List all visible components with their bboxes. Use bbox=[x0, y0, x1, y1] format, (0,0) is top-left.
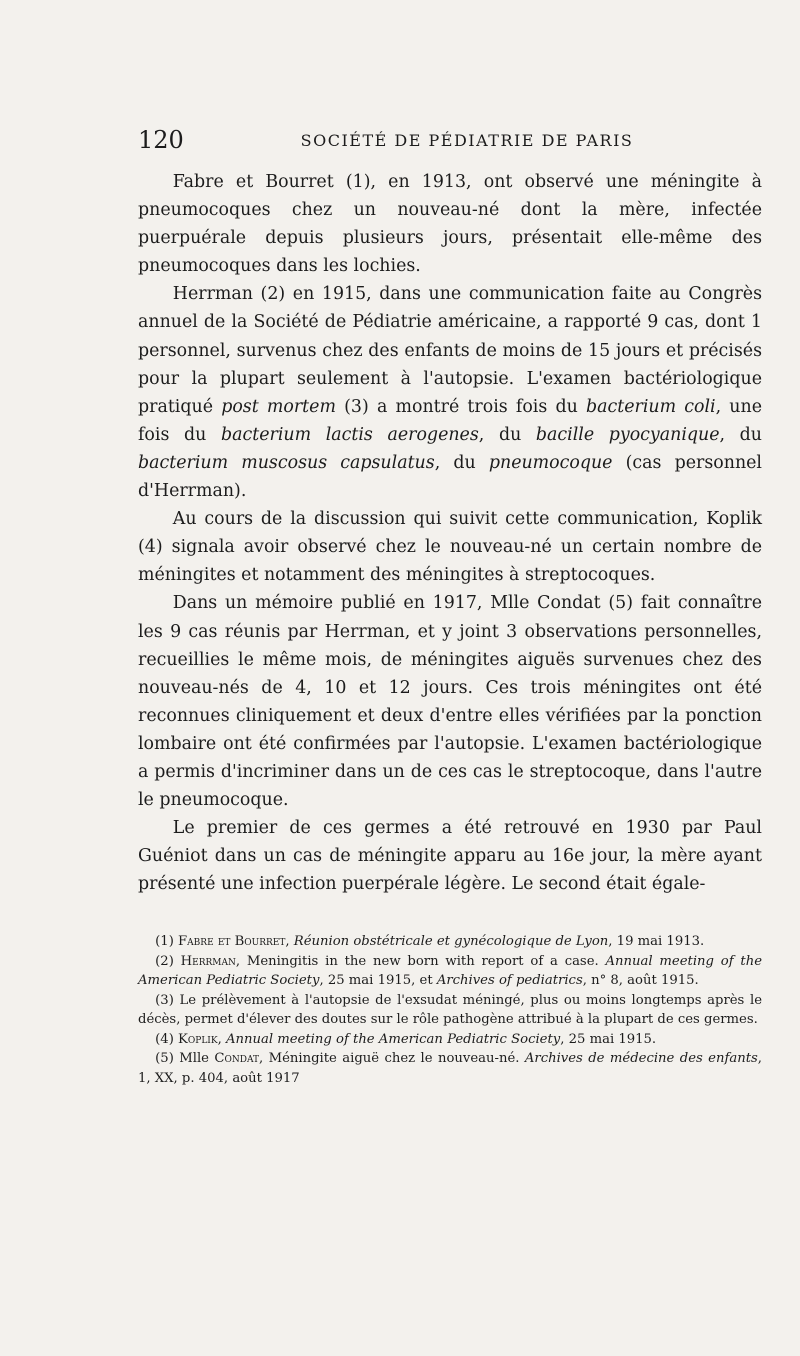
footnote-journal: Annual meeting of the American Pediatric Society bbox=[225, 1031, 561, 1047]
footnote-text: , 25 mai 1915, et bbox=[319, 973, 437, 988]
footnote-journal: Annual meeting of the American Pediatric Society bbox=[138, 953, 762, 988]
paragraph-italic: bacterium muscosus capsulatus bbox=[138, 452, 435, 473]
footnote-text: , bbox=[285, 934, 294, 949]
footnotes bbox=[138, 932, 762, 1088]
footnote bbox=[138, 1030, 762, 1050]
footnote-text: , bbox=[217, 1031, 226, 1047]
page-number: 120 bbox=[138, 126, 184, 154]
footnote-text: , 25 mai 1915. bbox=[560, 1031, 657, 1047]
footnote-author: Herrman bbox=[180, 953, 236, 969]
footnote-title: Réunion obstétricale et gynécologique de Lyon bbox=[293, 934, 609, 949]
footnote bbox=[138, 1049, 762, 1088]
paragraph: Le premier de ces germes a été retrouvé en 1930 par Paul Guéniot dans un cas de méningite apparu au 16e jour, la mère ayant présenté une infection puerpérale légère. Le second était égale- bbox=[138, 818, 762, 895]
footnote-text: , n° 8, août 1915. bbox=[582, 973, 699, 988]
footnote-author: Condat bbox=[214, 1051, 259, 1066]
paragraph-text: , du bbox=[719, 424, 763, 445]
paragraph-text: (3) a montré trois fois du bbox=[335, 396, 586, 417]
paragraph-text: , du bbox=[478, 424, 536, 445]
paragraph-text: (cas personnel d'Herrman). bbox=[138, 452, 762, 502]
running-title: SOCIÉTÉ DE PÉDIATRIE DE PARIS bbox=[300, 131, 634, 150]
footnote-text: , Meningitis in the new born with report of a case. bbox=[235, 953, 606, 969]
paragraph: Fabre et Bourret (1), en 1913, ont observé une méningite à pneumocoques chez un nouveau-né dont la mère, infectée puerpuérale depuis plusieurs jours, présentait elle-même des pneumocoques dans les lochies. bbox=[138, 172, 762, 277]
paragraph-italic: bacille pyocyanique bbox=[535, 424, 720, 445]
footnote-author: Koplik bbox=[178, 1031, 218, 1047]
footnote bbox=[138, 952, 762, 991]
paragraph: Au cours de la discussion qui suivit cette communication, Koplik (4) signala avoir observé chez le nouveau-né un certain nombre de méningites et notamment des méningites à streptocoques. bbox=[138, 509, 762, 586]
footnote-journal: Archives of pediatrics bbox=[436, 973, 583, 988]
footnote bbox=[138, 932, 762, 952]
paragraph-italic: bacterium coli bbox=[585, 396, 716, 417]
paragraph-text: , une fois du bbox=[138, 396, 762, 445]
footnote-author: Fabre et Bourret bbox=[178, 934, 286, 949]
paragraph bbox=[138, 280, 762, 505]
footnote: (3) Le prélèvement à l'autopsie de l'exsudat méningé, plus ou moins longtemps après le décès, permet d'élever des doutes sur le rôle pathogène attribué à la plupart de ces germes. bbox=[138, 992, 762, 1027]
paragraph-text: Herrman (2) en 1915, dans une communication faite au Congrès annuel de la Société de Pédiatrie américaine, a rapporté 9 cas, dont 1 personnel, survenus chez des enfants de moins de 15 jours et précisés pour la plupart seulement à l'autopsie. L'examen bactériologique pratiqué bbox=[138, 284, 762, 417]
paragraph: Dans un mémoire publié en 1917, Mlle Condat (5) fait connaître les 9 cas réunis par Herrman, et y joint 3 observations personnelles, recueillies le même mois, de méningites aiguës survenues chez des nouveau-nés de 4, 10 et 12 jours. Ces trois méningites ont été reconnues cliniquement et deux d'entre elles vérifiées par la ponction lombaire ont été confirmées par l'autopsie. L'examen bactériologique a permis d'incriminer dans un de ces cas le streptocoque, dans l'autre le pneumocoque. bbox=[138, 593, 762, 811]
body-text bbox=[138, 168, 762, 898]
footnote-number: (4) bbox=[155, 1031, 179, 1047]
footnote-number: (1) bbox=[155, 934, 179, 949]
page-header bbox=[132, 126, 762, 160]
footnote-number: (2) bbox=[155, 953, 181, 969]
footnote-number: (5) Mlle bbox=[155, 1051, 215, 1066]
paragraph-italic: post mortem bbox=[221, 396, 336, 417]
paragraph-italic: pneumocoque bbox=[488, 452, 613, 473]
footnote-text: , 19 mai 1913. bbox=[608, 934, 705, 949]
footnote-journal: Archives de médecine des enfants bbox=[524, 1051, 758, 1066]
paragraph-text: , du bbox=[434, 452, 489, 473]
footnote-text: , 1, XX, p. 404, août 1917 bbox=[138, 1051, 762, 1086]
footnote-text: , Méningite aiguë chez le nouveau-né. bbox=[258, 1051, 525, 1066]
paragraph-italic: bacterium lactis aerogenes bbox=[221, 424, 479, 445]
